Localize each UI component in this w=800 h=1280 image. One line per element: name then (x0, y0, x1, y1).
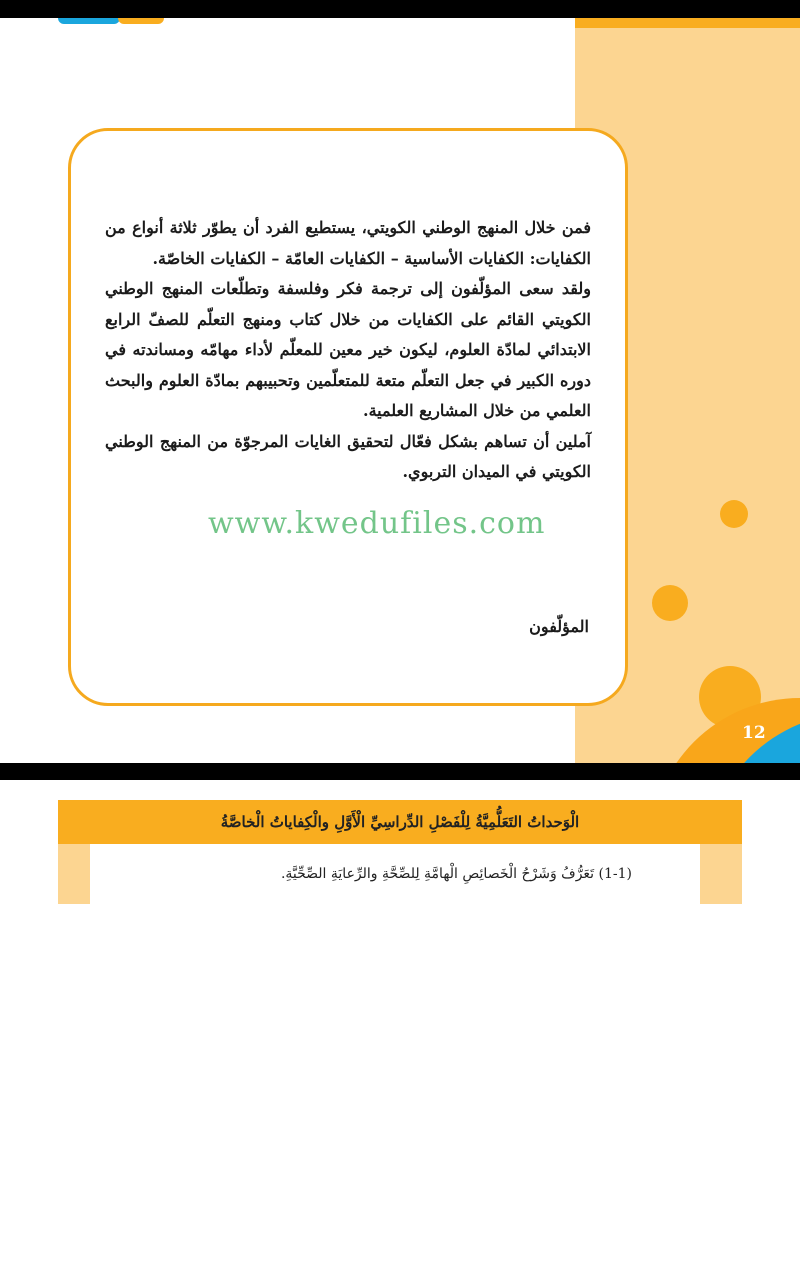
top-orange-tab (118, 18, 164, 24)
watermark-text: www.kwedufiles.com (208, 506, 546, 541)
table-cell (90, 844, 700, 904)
page-number: 12 (742, 723, 766, 743)
preface-paragraph: فمن خلال المنهج الوطني الكويتي، يستطيع الفرد أن يطوّر ثلاثة أنواع من الكفايات: الكفايات الأساسية – الكفايات العامّة – الكفايات الخاصّة. (105, 218, 592, 268)
table-row (58, 844, 742, 904)
preface-paragraph: آملين أن تساهم بشكل فعّال لتحقيق الغايات المرجوّة من المنهج الوطني الكويتي في الميدان التربوي. (105, 431, 591, 481)
author-signature: المؤلّفون (529, 617, 589, 636)
preface-paragraph: ولقد سعى المؤلّفون إلى ترجمة فكر وفلسفة وتطلّعات المنهج الوطني الكويتي القائم على الكفايات من خلال كتاب ومنهج التعلّم للصفّ الرابع الابتدائي لمادّة العلوم، ليكون خير معين للمعلّم لأداء مهامّه ومساندته في دوره الكبير في جعل التعلّم متعة للمتعلّمين وتحبيبهم بمادّة العلوم والبحث العلمي من خلال المشاريع العلمية. (105, 279, 591, 420)
top-orange-stripe (575, 18, 800, 28)
decorative-dot (652, 585, 688, 621)
page-twelve (0, 18, 800, 763)
page-thirteen (0, 780, 800, 1280)
preface-text (105, 213, 591, 488)
preface-card (68, 128, 628, 706)
table-header: الْوَحداتُ التَعَلُّمِيَّةُ لِلْفَصْلِ الدِّراسِيِّ الْأَوَّلِ والْكِفاياتُ الْخاصَّةُ (58, 800, 742, 844)
top-blue-tab (58, 18, 120, 24)
decorative-dot (720, 500, 748, 528)
table-cell-text: (1-1) تَعَرُّفُ وَشَرْحُ الْخَصائِصِ الْهامَّةِ لِلصِّحَّةِ والرِّعايَةِ الصِّحِّيَّةِ. (280, 866, 632, 882)
